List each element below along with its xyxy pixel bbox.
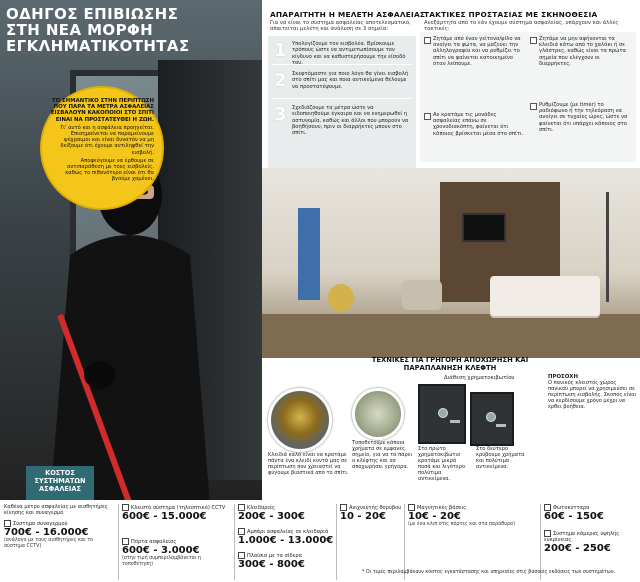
floor-lamp bbox=[606, 192, 609, 302]
bubble-lead: ΤΟ ΣΗΜΑΝΤΙΚΟ ΣΤΗΝ ΠΕΡΙΠΤΩΣΗ ΠΟΥ ΠΑΡΑ ΤΑ ΜΕΤΡΑ ΑΣΦΑΛΕΙΑΣ ΕΙΣΒΑΛΟΥΝ ΚΑΚΟΠΟΙΟΙ ΣΤΟ ΣΠΙΤΙ ΕΙΝΑΙ ΝΑ ΠΡΟΣΤΑΤΕΥΘΕΙ Η ΖΩΗ. bbox=[50, 98, 154, 123]
checkbox-icon bbox=[530, 37, 537, 44]
study-item bbox=[272, 68, 412, 99]
armchair bbox=[402, 280, 442, 310]
cost-desc: Πλαίσια με τα σίδερα bbox=[247, 553, 302, 559]
step-number: 2 bbox=[274, 70, 287, 91]
step-number: 3 bbox=[274, 104, 287, 125]
cost-desc: Κλειδαριές bbox=[247, 505, 276, 511]
cost-item bbox=[122, 504, 232, 522]
cost-desc-row bbox=[238, 528, 334, 535]
safe-handle-icon bbox=[496, 424, 506, 427]
checkbox-icon bbox=[122, 538, 129, 545]
burglar-photo-panel bbox=[0, 0, 262, 500]
cost-item bbox=[544, 504, 638, 522]
cost-item bbox=[122, 538, 232, 567]
cost-item bbox=[544, 530, 638, 554]
safes-label: Διάθεση χρηματοκιβωτίου bbox=[444, 375, 515, 381]
tactic-text: Αν κρατάμε τις μονάδες ασφαλείας επάνω σε χρονοδιακόπτη, φαίνεται ότι κάποιος βρίσκεται μέσα στο σπίτι. bbox=[433, 112, 524, 137]
tactic-item bbox=[530, 102, 632, 133]
cost-desc: Σύστημα κάμερας υψηλής ευκρίνειας bbox=[544, 531, 620, 543]
wall-artwork bbox=[298, 208, 320, 300]
title-line-2: ΣΤΗ ΝΕΑ ΜΟΡΦΗ bbox=[6, 21, 154, 39]
cost-price: 200€ - 300€ bbox=[238, 511, 305, 522]
cost-desc-row bbox=[4, 520, 114, 527]
checkbox-icon bbox=[530, 103, 537, 110]
step-text: Υπολογίζουμε τον εισβολέα. Βρίσκουμε τρόπους ώστε να αντιμετωπίσουμε τον κίνδυνο και να καθυστερήσουμε την είσοδό του. bbox=[292, 41, 406, 66]
tactic-text: Ρυθμίζουμε (με timer) το ραδιόφωνο ή την τηλεόραση να ανοίγει σε τυχαίες ώρες, ώστε να φαίνεται ότι υπάρχει κάποιος στο σπίτι. bbox=[539, 102, 628, 133]
tactics-panel bbox=[420, 32, 636, 162]
safe-2-text: Στο δεύτερο κρύβουμε χρήματα και πολύτιμα αντικείμενα. bbox=[476, 446, 525, 471]
cost-desc-row bbox=[544, 530, 638, 543]
cost-price: 60€ - 150€ bbox=[544, 511, 604, 522]
study-item bbox=[272, 38, 412, 65]
cost-desc: Μαγνητικές βάσεις bbox=[417, 505, 467, 511]
escape-heading: ΤΕΧΝΙΚΕΣ ΓΙΑ ΓΡΗΓΟΡΗ ΑΠΟΧΩΡΗΣΗ ΚΑΙ ΠΑΡΑΠΛΑΝΗΣΗ ΚΛΕΦΤΗ bbox=[371, 356, 529, 372]
study-item bbox=[272, 102, 412, 146]
step-text: Σχεδιάζουμε τα μέτρα ώστε να ειδοποιηθούμε έγκαιρα και να ενημερωθεί η αστυνομία, καθώς και άλλοι που μπορούν να βοηθήσουν, πριν οι διαρρήκτες μπουν στο σπίτι. bbox=[292, 105, 409, 137]
step-number: 1 bbox=[274, 40, 287, 61]
living-room-photo bbox=[262, 168, 640, 358]
cost-price: 10 - 20€ bbox=[340, 511, 386, 522]
cost-price: 600€ - 15.000€ bbox=[122, 511, 207, 522]
step-text: Σκεφτόμαστε για ποιο λόγο θα γίνει εισβολή στο σπίτι μας και ποια αντικείμενα θέλουμε να προστατέψουμε. bbox=[292, 71, 409, 90]
warning-box bbox=[548, 374, 638, 411]
cost-desc-row bbox=[122, 538, 232, 545]
tactic-text: Ζητάμε από έναν γείτονα/φίλο να ανοίγει τα φώτα, να μαζεύει την αλληλογραφία και να ρυθμίζει το σπίτι να φαίνεται κατοικημένο όταν λείπουμε. bbox=[433, 36, 521, 67]
flower-vase bbox=[328, 284, 354, 312]
column-divider bbox=[336, 504, 337, 580]
cost-item bbox=[408, 504, 538, 528]
safe-dial-icon bbox=[438, 408, 448, 418]
bubble-paragraph-1: Γι' αυτό και η ασφάλεια προηγείται. Επισημαίνεται να παραμείνουμε ψύχραιμοι και είναι δυνατόν να μη δείξουμε ότι έχουμε αντιληφθεί την εισβολή. bbox=[60, 124, 154, 156]
checkbox-icon bbox=[424, 37, 431, 44]
cost-price: 200€ - 250€ bbox=[544, 543, 611, 554]
column-divider bbox=[234, 504, 235, 580]
cost-item bbox=[4, 504, 114, 516]
cost-price: 1.000€ - 13.000€ bbox=[238, 535, 334, 546]
safe-2-icon bbox=[470, 392, 514, 446]
cost-item bbox=[340, 504, 402, 522]
cost-price: 300€ - 800€ bbox=[238, 559, 305, 570]
cost-price: 700€ - 16.000€ bbox=[4, 527, 89, 538]
warning-text: Ο πανικός κλειστός χώρος πανικού μπορεί να χρησιμεύσει σε περίπτωση εισβολής. Σκοπός είναι να κερδίσουμε χρόνο μέχρι να έρθει βοήθεια. bbox=[548, 380, 637, 411]
keys-in-lock-photo bbox=[268, 388, 332, 452]
checkbox-icon bbox=[4, 520, 11, 527]
cost-item bbox=[238, 552, 334, 570]
cost-note: (με ένα κλιπ στις πόρτες και στα παράθυρα) bbox=[408, 522, 516, 527]
column-divider bbox=[118, 504, 119, 580]
checkbox-icon bbox=[408, 504, 415, 511]
hidden-money-photo bbox=[352, 388, 404, 440]
cost-item bbox=[238, 504, 334, 522]
study-heading: ΑΠΑΡΑΙΤΗΤΗ Η ΜΕΛΕΤΗ ΑΣΦΑΛΕΙΑΣ bbox=[270, 10, 426, 19]
checkbox-icon bbox=[122, 504, 129, 511]
column-divider bbox=[404, 504, 405, 580]
sofa bbox=[490, 276, 600, 316]
tactics-intro: Ανεξάρτητα από το εάν έχουμε σύστημα ασφαλείας, υπάρχουν και άλλες τακτικές: bbox=[424, 20, 619, 33]
cost-desc-row bbox=[544, 504, 638, 511]
cost-desc-row bbox=[340, 504, 402, 511]
checkbox-icon bbox=[340, 504, 347, 511]
cost-note: (στην τιμή συμπεριλαμβάνεται η τοποθέτηση) bbox=[122, 556, 201, 567]
television bbox=[462, 213, 506, 242]
cost-item bbox=[4, 520, 114, 549]
article-title bbox=[6, 6, 246, 54]
tactics-heading: ΤΑΚΤΙΚΕΣ ΠΡΟΣΤΑΣΙΑΣ ΜΕ ΣΚΗΝΟΘΕΣΙΑ bbox=[424, 10, 598, 19]
tactic-text: Ζητάμε να μην αφήνονται τα κλειδιά κάτω από το χαλάκι ή σε γλάστρες, καθώς είναι τα πρώτα σημεία που ελέγχουν οι διαρρήκτες. bbox=[539, 36, 626, 67]
study-intro: Για να είναι το σύστημα ασφαλείας αποτελεσματικό, απαιτείται μελέτη και ανάλυση σε 3 σημεία: bbox=[270, 20, 411, 33]
cost-desc-row bbox=[238, 504, 334, 511]
cost-desc-row bbox=[122, 504, 232, 511]
title-line-1: ΟΔΗΓΟΣ ΕΠΙΒΙΩΣΗΣ bbox=[6, 5, 179, 23]
tactic-item bbox=[530, 36, 632, 67]
cost-item bbox=[238, 528, 334, 546]
checkbox-icon bbox=[424, 113, 431, 120]
tactic-item bbox=[424, 112, 524, 137]
safe-handle-icon bbox=[450, 420, 460, 423]
cost-desc: Ανιχνευτής θορύβου bbox=[349, 505, 402, 511]
keys-text: Κλειδιά καλό είναι να κρατάμε πάντα ένα κλειδί κοντά μας σε περίπτωση που χρειαστεί να φύγουμε βιαστικά από το σπίτι. bbox=[268, 452, 349, 477]
checkbox-icon bbox=[544, 530, 551, 537]
safe-dial-icon bbox=[486, 412, 496, 422]
column-divider bbox=[540, 504, 541, 580]
cost-desc: Καθένα μέτρο ασφαλείας με αισθητήρες κίνησης και συναγερμό bbox=[4, 504, 108, 516]
cost-desc: Αμπάρι ασφαλείας σε κλειδαριά bbox=[247, 529, 329, 535]
checkbox-icon bbox=[544, 504, 551, 511]
safe-1-text: Στο πρώτο χρηματοκιβώτιο κρατάμε μικρά ποσά και λιγότερο πολύτιμα αντικείμενα. bbox=[418, 446, 466, 483]
cost-desc: Σύστημα συναγερμού bbox=[13, 521, 68, 527]
bubble-paragraph-2: Αποφεύγουμε να έρθουμε σε αντιπαράθεση με τους εισβολείς, καθώς το πιθανότερο είναι ότι θα βγούμε χαμένοι. bbox=[65, 157, 154, 183]
checkbox-icon bbox=[238, 504, 245, 511]
cost-section-heading: ΚΟΣΤΟΣ ΣΥΣΤΗΜΑΤΩΝ ΑΣΦΑΛΕΙΑΣ bbox=[26, 466, 94, 500]
cost-desc: Πόρτα ασφαλείας bbox=[131, 539, 177, 545]
warning-heading: ΠΡΟΣΟΧΗ bbox=[548, 374, 578, 380]
footnote: * Οι τιμές περιλαμβάνουν κόστος εγκατάστασης και υπηρεσίες στις βασικές εκδόσεις των συστημάτων. bbox=[362, 570, 616, 575]
checkbox-icon bbox=[238, 528, 245, 535]
cost-desc: Κλειστό σύστημα (τηλεοπτικό) CCTV bbox=[131, 505, 226, 511]
money-text: Τοποθετούμε κάποια χρήματα σε εμφανές σημείο, για να τα πάρει ο κλέφτης και να αποχωρήσει γρήγορα. bbox=[352, 440, 413, 471]
cost-desc: Φωτοκύτταρα bbox=[553, 505, 590, 511]
safe-1-icon bbox=[418, 384, 466, 444]
cost-desc-row bbox=[408, 504, 538, 511]
advice-bubble-text bbox=[50, 98, 154, 183]
cost-price: 600€ - 3.000€ bbox=[122, 545, 200, 556]
floor bbox=[262, 314, 640, 358]
cost-note: (ανάλογα με τους αισθητήρες και το σύστημα CCTV) bbox=[4, 538, 93, 549]
checkbox-icon bbox=[238, 552, 245, 559]
tactic-item bbox=[424, 36, 524, 67]
cost-desc-row bbox=[238, 552, 334, 559]
title-line-3: ΕΓΚΛΗΜΑΤΙΚΟΤΗΤΑΣ bbox=[6, 37, 190, 55]
cost-price: 10€ - 20€ bbox=[408, 511, 461, 522]
